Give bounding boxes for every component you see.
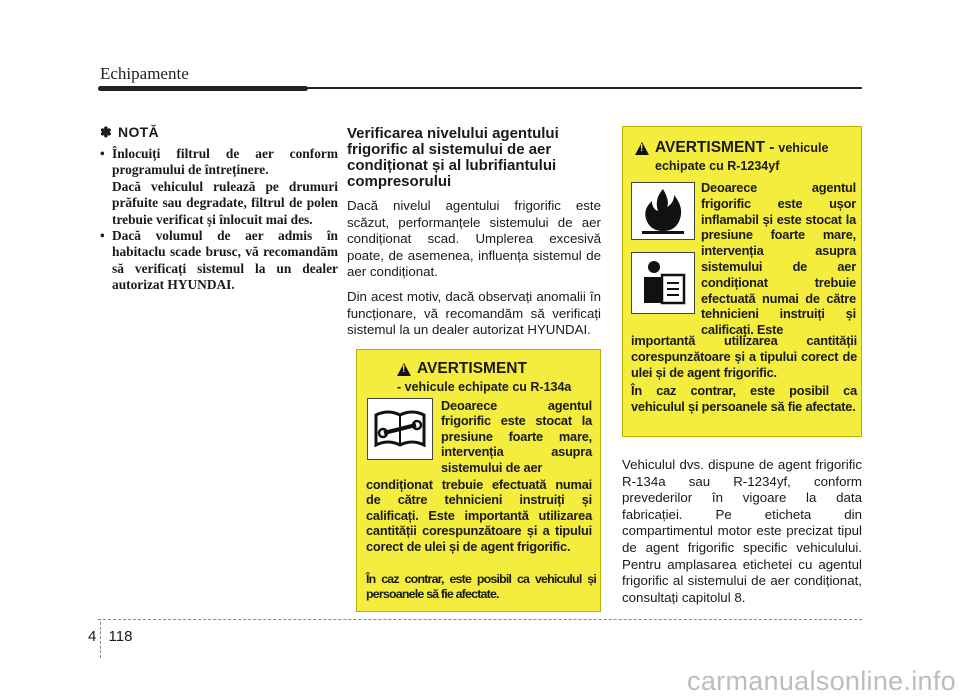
warning-triangle-icon <box>635 142 649 155</box>
section-paragraph: Dacă nivelul agentului frigorific este scăzut, performanțele sistemului de aer condiționat scad. Umplerea excesivă poate, de asemenea, influența sistemul de aer condiționat. <box>347 198 601 280</box>
section-heading: Verificarea nivelului agentului frigorific al sistemului de aer condiționat și al lubrifiantului compresorului <box>347 125 559 190</box>
note-item <box>100 146 338 228</box>
note-item-line: Înlocuiți filtrul de aer conform programului de întreținere. <box>112 146 338 178</box>
flame-icon <box>631 182 695 240</box>
note-item <box>100 228 338 294</box>
warning-subtitle: - vehicule echipate cu R-134a <box>397 380 572 394</box>
page-number <box>88 628 132 645</box>
warning-title: AVERTISMENT <box>417 360 527 377</box>
header-rule <box>300 87 862 89</box>
warning-title-suffix: vehicule <box>778 141 829 155</box>
page-number-value: 118 <box>108 628 133 645</box>
asterisk-icon: ✽ <box>100 124 113 140</box>
warning-text: condiționat trebuie efectuată numai de către tehnicieni instruiți și calificați. Este importantă utilizarea cantității corespunzătoare și a tipului corect de ulei și de agent frigorific. <box>366 477 592 554</box>
footer-rule <box>98 619 862 620</box>
bullet-icon: • <box>100 228 105 244</box>
refrigerant-info <box>622 457 862 614</box>
section-refrigerant <box>347 126 601 347</box>
note-item-line: Dacă volumul de aer admis în habitaclu scade brusc, vă recomandăm să verificați sistemul la un dealer autorizat HYUNDAI. <box>112 228 338 293</box>
warning-subtitle: echipate cu R-1234yf <box>655 159 780 173</box>
note-item-line: Dacă vehiculul rulează pe drumuri prăfuite sau degradate, filtrul de polen trebuie verificat și înlocuit mai des. <box>112 178 338 227</box>
warning-text: importantă utilizarea cantității corespunzătoare și a tipului corect de ulei și de agent frigorific. <box>631 333 857 380</box>
page-header-title: Echipamente <box>100 64 189 83</box>
manual-wrench-icon <box>367 398 433 460</box>
bullet-icon: • <box>100 146 105 161</box>
note-block <box>100 124 338 294</box>
warning-text: Deoarece agentul frigorific este ușor inflamabil și este stocat la presiune foarte mare, intervenția asupra sistemului de aer condiționat trebuie efectuată numai de către tehnicieni instruiți și calificați. Este <box>701 180 856 338</box>
warning-text: În caz contrar, este posibil ca vehiculul și persoanele să fie afectate. <box>631 383 857 414</box>
warning-box-r134a <box>356 349 601 612</box>
header-bar <box>98 86 308 91</box>
warning-header <box>635 139 828 173</box>
refrigerant-info-paragraph: Vehiculul dvs. dispune de agent frigorific R-134a sau R-1234yf, conform prevederilor în vigoare la data fabricației. Pe eticheta din compartimentul motor este precizat tipul de agent frigorific specific vehiculului. Pentru amplasarea etichetei cu agentul frigorific al sistemului de aer condiționat, consultați capitolul 8. <box>622 457 862 605</box>
warning-box-r1234yf <box>622 126 862 437</box>
note-list <box>100 146 338 294</box>
watermark: carmanualsonline.info <box>687 666 956 696</box>
note-title-text: NOTĂ <box>118 124 159 140</box>
warning-header <box>397 360 571 394</box>
technician-manual-icon <box>631 252 695 314</box>
chapter-number: 4 <box>88 628 97 645</box>
warning-text: Deoarece agentul frigorific este stocat la presiune foarte mare, intervenția asupra sistemului de aer <box>441 398 592 475</box>
section-paragraph: Din acest motiv, dacă observați anomalii în funcționare, vă recomandăm să verificați sistemul la un dealer autorizat HYUNDAI. <box>347 288 601 338</box>
warning-title: AVERTISMENT - <box>655 139 775 156</box>
warning-triangle-icon <box>397 363 411 376</box>
note-title <box>100 124 338 141</box>
warning-text: În caz contrar, este posibil ca vehiculul și persoanele să fie afectate. <box>366 572 596 602</box>
